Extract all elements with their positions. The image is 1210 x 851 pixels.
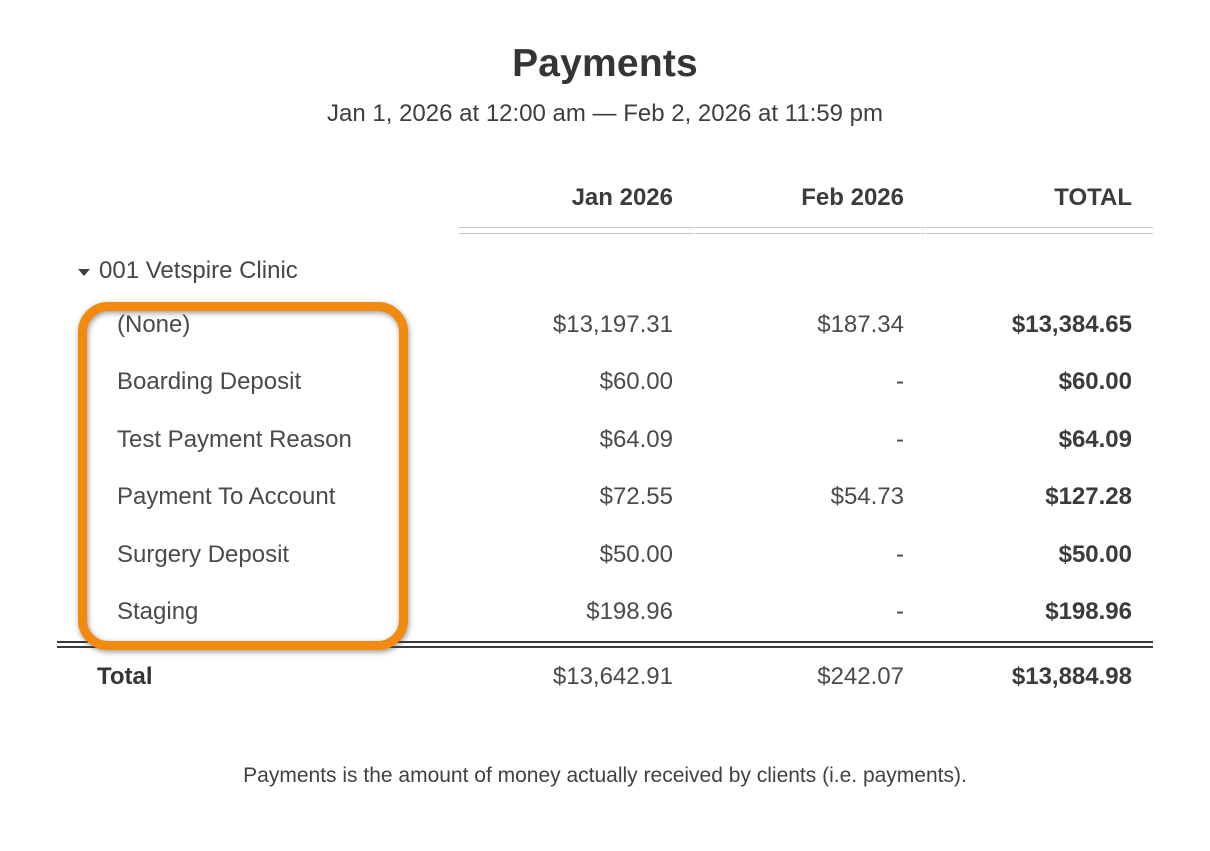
row-value: $54.73 <box>830 483 904 511</box>
column-header-total: TOTAL <box>1054 184 1132 211</box>
table-row <box>57 296 1153 354</box>
total-label: Total <box>97 663 153 690</box>
row-value: $13,384.65 <box>1011 310 1132 338</box>
group-label: 001 Vetspire Clinic <box>99 257 298 284</box>
total-feb-value: $242.07 <box>817 663 904 690</box>
payments-table <box>57 170 1153 706</box>
report-footnote: Payments is the amount of money actually received by clients (i.e. payments). <box>243 764 967 787</box>
row-value: - <box>896 540 904 568</box>
row-value: $127.28 <box>1045 483 1132 511</box>
divider-line <box>926 227 1153 234</box>
table-row <box>57 411 1153 469</box>
row-label: Boarding Deposit <box>117 368 302 396</box>
table-row <box>57 469 1153 527</box>
row-label: (None) <box>117 310 191 338</box>
row-value: $60.00 <box>1058 368 1132 396</box>
table-header-row <box>57 170 1153 226</box>
row-value: $72.55 <box>599 483 673 511</box>
group-label-cell <box>57 257 458 285</box>
row-value: - <box>896 598 904 626</box>
row-value: - <box>896 425 904 453</box>
row-value: $64.09 <box>599 425 673 453</box>
table-row <box>57 526 1153 584</box>
row-value: $50.00 <box>599 540 673 568</box>
page-title: Payments <box>512 42 698 85</box>
table-row <box>57 354 1153 412</box>
group-row-clinic[interactable] <box>57 246 1153 296</box>
row-label: Payment To Account <box>117 483 336 511</box>
table-row <box>57 584 1153 642</box>
row-value: $60.00 <box>599 368 673 396</box>
total-total-value: $13,884.98 <box>1011 663 1132 690</box>
caret-down-icon[interactable] <box>78 269 90 276</box>
table-body <box>57 296 1153 641</box>
row-value: - <box>896 368 904 396</box>
row-value: $64.09 <box>1058 425 1132 453</box>
column-header-jan: Jan 2026 <box>571 184 673 211</box>
row-label: Staging <box>117 598 199 626</box>
total-jan-value: $13,642.91 <box>552 663 673 690</box>
header-divider <box>57 226 1153 234</box>
row-label: Surgery Deposit <box>117 540 290 568</box>
column-header-feb: Feb 2026 <box>801 184 904 211</box>
date-range: Jan 1, 2026 at 12:00 am — Feb 2, 2026 at 11:59 pm <box>327 100 883 127</box>
row-value: $50.00 <box>1058 540 1132 568</box>
divider-line <box>459 227 694 234</box>
row-value: $198.96 <box>586 598 673 626</box>
total-divider <box>57 641 1153 648</box>
row-label: Test Payment Reason <box>117 425 352 453</box>
row-value: $198.96 <box>1045 598 1132 626</box>
row-value: $187.34 <box>817 310 904 338</box>
row-value: $13,197.31 <box>552 310 673 338</box>
divider-line <box>695 227 925 234</box>
report-header <box>0 42 1210 128</box>
total-row <box>57 648 1153 706</box>
